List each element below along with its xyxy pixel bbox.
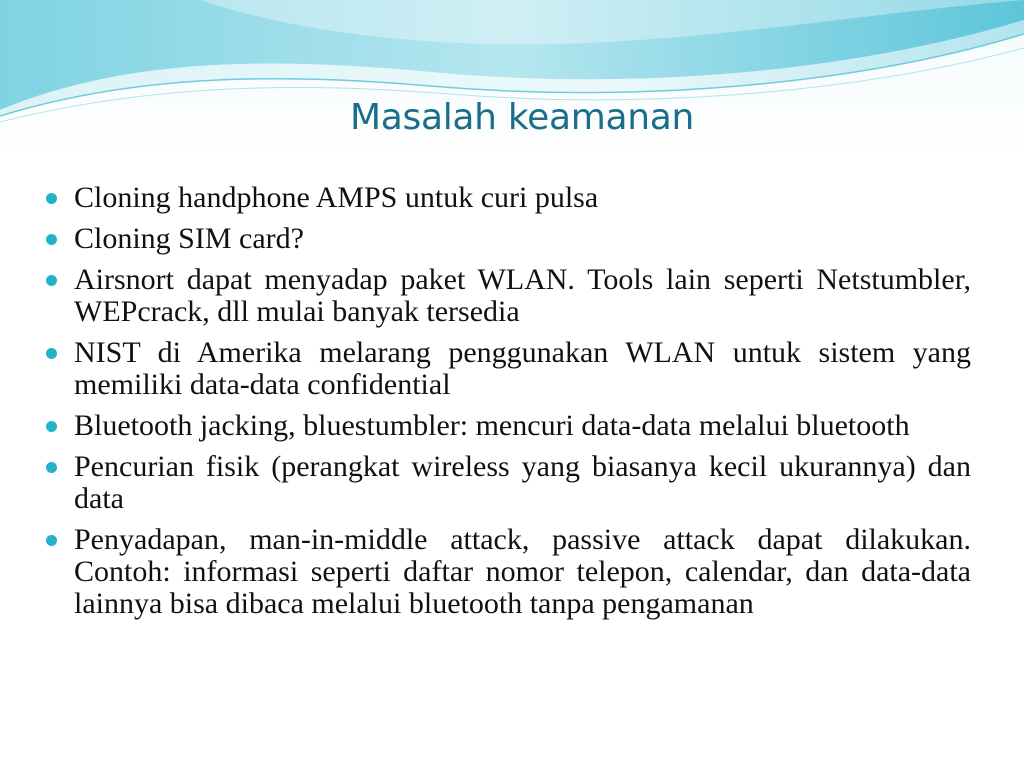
bullet-list xyxy=(44,182,971,629)
bullet-text: Bluetooth jacking, bluestumbler: mencuri data-data melalui bluetooth xyxy=(74,409,910,442)
bullet-item xyxy=(44,264,971,328)
bullet-text: Cloning handphone AMPS untuk curi pulsa xyxy=(74,181,599,214)
bullet-text: Penyadapan, man-in-middle attack, passive attack dapat dilakukan. Contoh: informasi seperti daftar nomor telepon, calendar, dan data-data lainnya bisa dibaca melalui bluetooth tanpa pengamanan xyxy=(74,523,971,620)
bullet-dot-icon xyxy=(46,462,57,473)
bullet-dot-icon xyxy=(46,234,57,245)
bullet-item xyxy=(44,182,971,214)
bullet-item xyxy=(44,410,971,442)
bullet-dot-icon xyxy=(46,535,57,546)
bullet-item xyxy=(44,451,971,515)
bullet-item xyxy=(44,337,971,401)
bullet-dot-icon xyxy=(46,421,57,432)
bullet-item xyxy=(44,524,971,620)
bullet-dot-icon xyxy=(46,193,57,204)
bullet-item xyxy=(44,223,971,255)
slide-title: Masalah keamanan xyxy=(349,97,695,138)
bullet-text: Pencurian fisik (perangkat wireless yang biasanya kecil ukurannya) dan data xyxy=(74,450,971,515)
bullet-text: Airsnort dapat menyadap paket WLAN. Tools lain seperti Netstumbler, WEPcrack, dll mulai banyak tersedia xyxy=(74,263,971,328)
bullet-dot-icon xyxy=(46,348,57,359)
bullet-text: Cloning SIM card? xyxy=(74,222,304,255)
bullet-text: NIST di Amerika melarang penggunakan WLAN untuk sistem yang memiliki data-data confidential xyxy=(74,336,971,401)
bullet-dot-icon xyxy=(46,275,57,286)
